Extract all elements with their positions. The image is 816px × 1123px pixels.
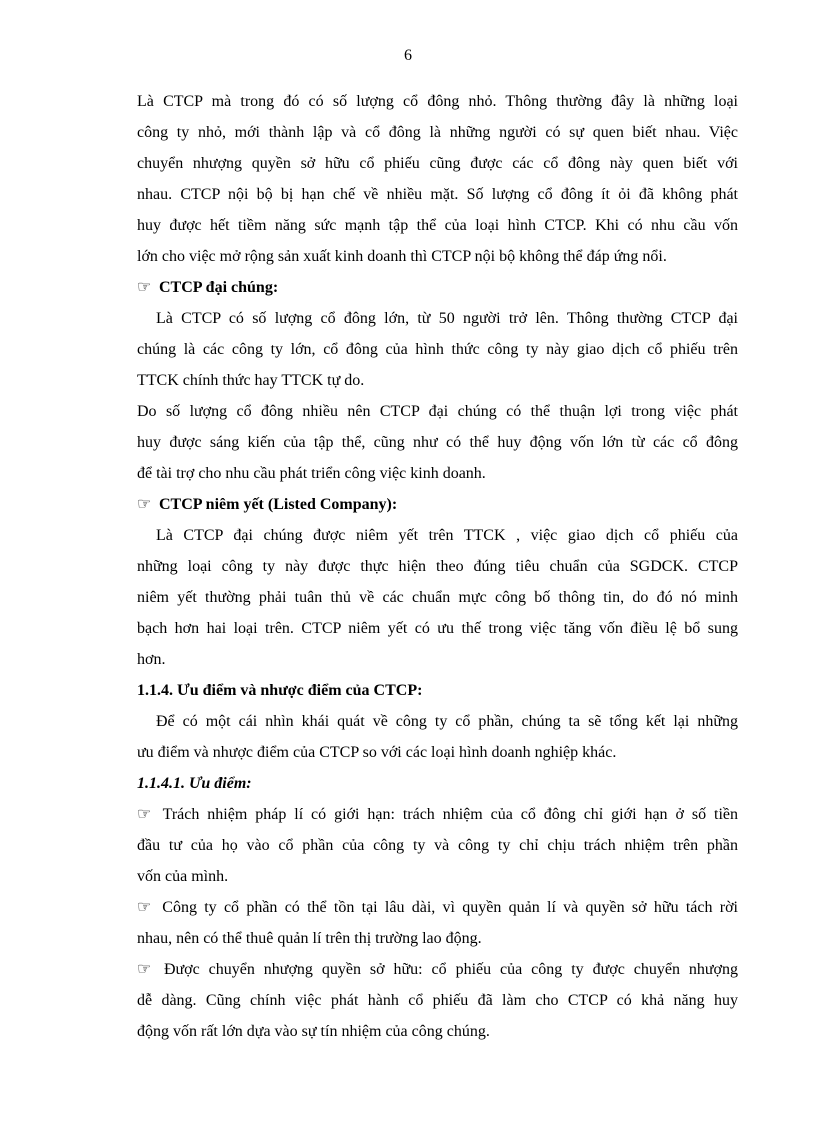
pointing-hand-icon: ☞ <box>137 496 152 513</box>
page-number: 6 <box>404 47 412 64</box>
text-line: vốn của mình. <box>137 868 229 885</box>
bullet-line <box>137 892 738 923</box>
text-line: Là CTCP có số lượng cổ đông lớn, từ 50 người trở lên. Thông thường CTCP đại <box>156 310 738 327</box>
text-line: nhau, nên có thể thuê quản lí trên thị trường lao động. <box>137 930 482 947</box>
pointing-hand-icon: ☞ <box>137 961 152 978</box>
text-line: để tài trợ cho nhu cầu phát triển công việc kinh doanh. <box>137 465 486 482</box>
text-line: TTCK chính thức hay TTCK tự do. <box>137 372 365 389</box>
subsection-heading-1-1-4-1: 1.1.4.1. Ưu điểm: <box>137 775 252 792</box>
document-body <box>137 86 738 1047</box>
text-line: ưu điểm và nhược điểm của CTCP so với các loại hình doanh nghiệp khác. <box>137 744 617 761</box>
text-line: những loại công ty này được thực hiện theo đúng tiêu chuẩn của SGDCK. CTCP <box>137 558 738 575</box>
heading-text: CTCP đại chúng: <box>159 279 279 296</box>
text-line: Để có một cái nhìn khái quát về công ty cổ phần, chúng ta sẽ tổng kết lại những <box>156 713 738 730</box>
pointing-hand-icon: ☞ <box>137 806 152 823</box>
text-line: động vốn rất lớn dựa vào sự tín nhiệm của công chúng. <box>137 1023 490 1040</box>
pointing-hand-icon: ☞ <box>137 899 152 916</box>
text-line: dễ dàng. Cũng chính việc phát hành cổ phiếu đã làm cho CTCP có khả năng huy <box>137 992 738 1009</box>
text-line: chúng là các công ty lớn, cổ đông của hình thức công ty này giao dịch cổ phiếu trên <box>137 341 738 358</box>
text-line: huy được sáng kiến của tập thể, cũng như có thể huy động vốn lớn từ các cổ đông <box>137 434 738 451</box>
bullet-text: Được chuyển nhượng quyền sở hữu: cổ phiếu của công ty được chuyển nhượng <box>163 961 739 978</box>
text-line: huy được hết tiềm năng sức mạnh tập thể của loại hình CTCP. Khi có nhu cầu vốn <box>137 217 738 234</box>
bullet-line <box>137 954 738 985</box>
text-line: công ty nhỏ, mới thành lập và cổ đông là những người có sự quen biết nhau. Việc <box>137 124 738 141</box>
heading-ctcp-dai-chung <box>137 272 738 303</box>
text-line: đầu tư của họ vào cổ phần của công ty và công ty chỉ chịu trách nhiệm trên phần <box>137 837 738 854</box>
section-heading-1-1-4: 1.1.4. Ưu điểm và nhược điểm của CTCP: <box>137 682 423 699</box>
bullet-text: Trách nhiệm pháp lí có giới hạn: trách nhiệm của cổ đông chỉ giới hạn ở số tiền <box>162 806 738 823</box>
text-line: Là CTCP đại chúng được niêm yết trên TTCK , việc giao dịch cổ phiếu của <box>156 527 738 544</box>
heading-text: CTCP niêm yết (Listed Company): <box>159 496 398 513</box>
text-line: Là CTCP mà trong đó có số lượng cổ đông nhỏ. Thông thường đây là những loại <box>137 93 738 110</box>
bullet-text: Công ty cổ phần có thể tồn tại lâu dài, vì quyền quản lí và quyền sở hữu tách rời <box>162 899 739 916</box>
bullet-line <box>137 799 738 830</box>
text-line: lớn cho việc mở rộng sản xuất kinh doanh thì CTCP nội bộ không thể đáp ứng nổi. <box>137 248 667 265</box>
text-line: nhau. CTCP nội bộ bị hạn chế về nhiều mặt. Số lượng cổ đông ít ỏi đã không phát <box>137 186 738 203</box>
text-line: Do số lượng cổ đông nhiều nên CTCP đại chúng có thể thuận lợi trong việc phát <box>137 403 738 420</box>
text-line: hơn. <box>137 651 166 668</box>
text-line: chuyển nhượng quyền sở hữu cổ phiếu cũng được các cổ đông này quen biết với <box>137 155 738 172</box>
text-line: bạch hơn hai loại trên. CTCP niêm yết có ưu thế trong việc tăng vốn điều lệ bổ sung <box>137 620 738 637</box>
heading-ctcp-niem-yet <box>137 489 738 520</box>
text-line: niêm yết thường phải tuân thủ về các chuẩn mực công bố thông tin, do đó nó minh <box>137 589 738 606</box>
pointing-hand-icon: ☞ <box>137 279 152 296</box>
